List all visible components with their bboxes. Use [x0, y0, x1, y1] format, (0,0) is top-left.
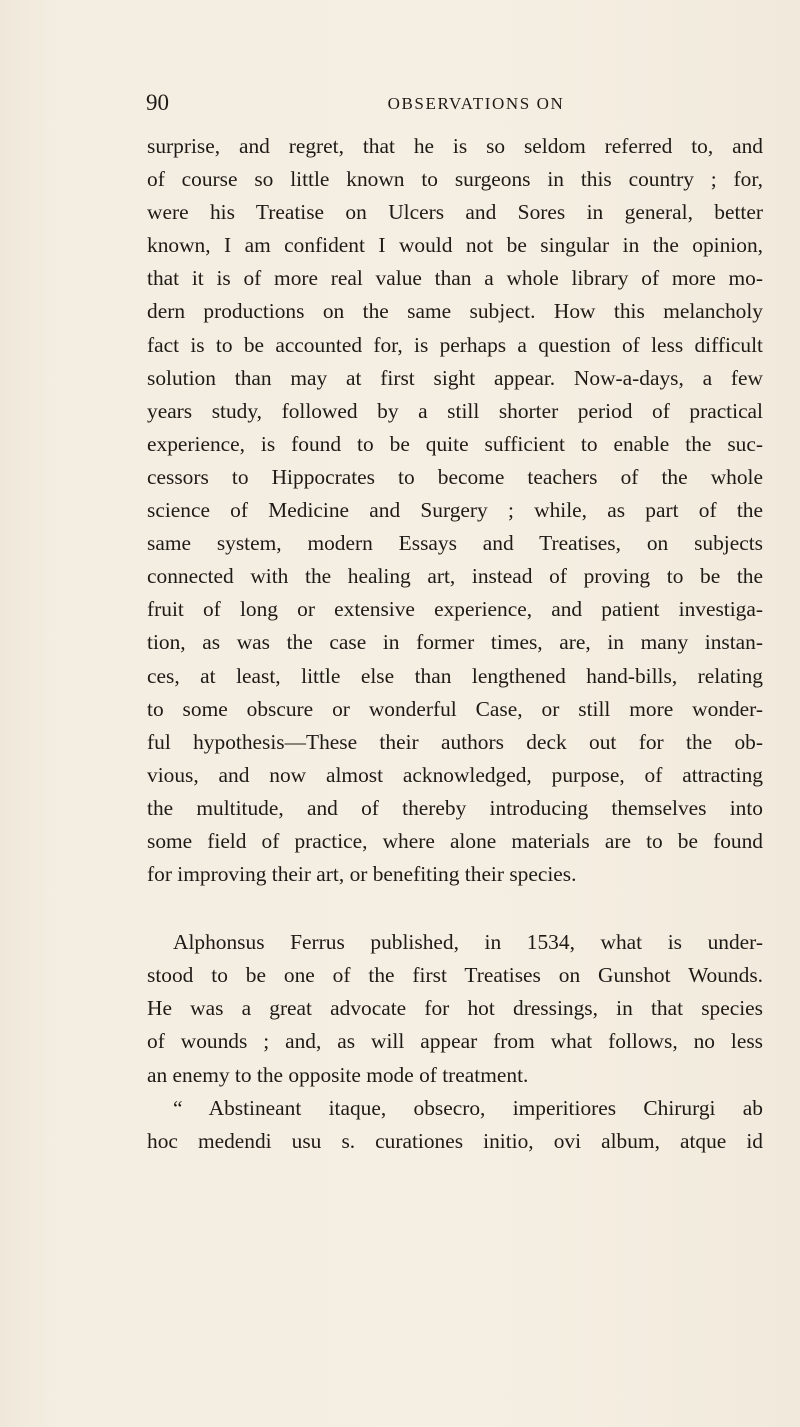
text-line: dern productions on the same subject. How this melancholy [147, 299, 763, 324]
paragraph-gap [147, 891, 763, 926]
page-number: 90 [146, 90, 169, 115]
text-line: ful hypothesis—These their authors deck out for the ob- [147, 729, 763, 754]
text-line: tion, as was the case in former times, are, in many instan- [147, 630, 763, 655]
text-line: same system, modern Essays and Treatises, on subjects [147, 531, 763, 556]
text-line: fruit of long or extensive experience, and patient investiga- [147, 597, 763, 622]
text-line: fact is to be accounted for, is perhaps a question of less difficult [147, 332, 763, 357]
text-line: He was a great advocate for hot dressings, in that species [147, 996, 763, 1021]
text-line: that it is of more real value than a whole library of more mo- [147, 266, 763, 291]
text-line: some field of practice, where alone materials are to be found [147, 828, 763, 853]
text-line: years study, followed by a still shorter period of practical [147, 398, 763, 423]
text-line: cessors to Hippocrates to become teachers of the whole [147, 464, 763, 489]
paragraph-3-quote [147, 1092, 763, 1158]
paragraph-1 [147, 130, 763, 891]
text-line: surprise, and regret, that he is so seldom referred to, and [147, 134, 763, 158]
text-line: known, I am confident I would not be singular in the opinion, [147, 233, 763, 258]
text-line: vious, and now almost acknowledged, purpose, of attracting [147, 762, 763, 787]
running-head: OBSERVATIONS ON [387, 94, 565, 113]
text-line: connected with the healing art, instead of proving to be the [147, 564, 763, 589]
text-line: Alphonsus Ferrus published, in 1534, what is under- [173, 930, 763, 955]
text-line: stood to be one of the first Treatises on Gunshot Wounds. [147, 963, 763, 988]
text-line: of wounds ; and, as will appear from what follows, no less [147, 1029, 763, 1054]
text-line: “ Abstineant itaque, obsecro, imperitiores Chirurgi ab [173, 1095, 763, 1120]
text-line: science of Medicine and Surgery ; while, as part of the [147, 498, 763, 523]
text-line: the multitude, and of thereby introducing themselves into [147, 795, 763, 820]
text-line: of course so little known to surgeons in this country ; for, [147, 167, 763, 192]
text-line: to some obscure or wonderful Case, or still more wonder- [147, 696, 763, 721]
text-line: ces, at least, little else than lengthened hand-bills, relating [147, 663, 763, 688]
text-line: experience, is found to be quite sufficient to enable the suc- [147, 431, 763, 456]
text-line: solution than may at first sight appear. Now-a-days, a few [147, 365, 763, 390]
text-line: an enemy to the opposite mode of treatment. [147, 1062, 529, 1087]
text-line: for improving their art, or benefiting their species. [147, 862, 577, 887]
text-line: were his Treatise on Ulcers and Sores in general, better [147, 200, 763, 225]
body-text [147, 130, 763, 1158]
page-header [146, 90, 766, 120]
paragraph-2 [147, 926, 763, 1091]
text-line: hoc medendi usu s. curationes initio, ovi album, atque id [147, 1128, 763, 1153]
